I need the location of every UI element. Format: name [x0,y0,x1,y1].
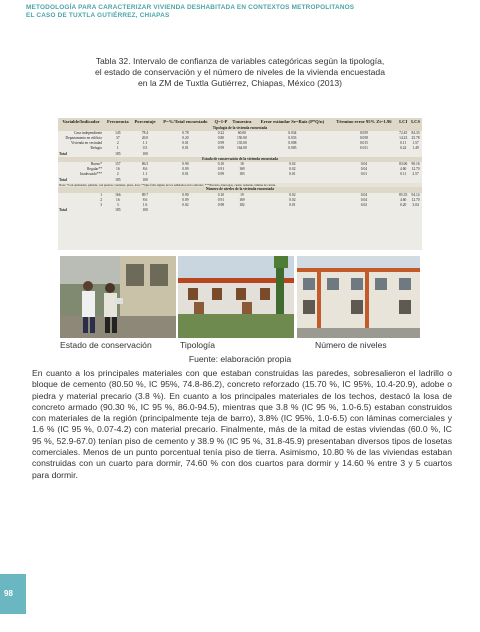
section-title: Estado de conservación de la vivienda encuestada [58,157,422,162]
table-cell: 0.015 [359,141,368,146]
caption-line: Tabla 32. Intervalo de confianza de variables categóricas según la tipología, [95,56,385,66]
table-cell: 0.09 [182,197,189,202]
table-cell: 183 [239,172,245,177]
table-cell: 150.00 [236,135,247,140]
table-cell: 0.78 [182,130,189,135]
caption-line: en la ZM de Tuxtla Gutiérrez, Chiapas, México (2013) [138,78,342,88]
running-header-subtitle: EL CASO DE TUXTLA GUTIÉRREZ, CHIAPAS [26,12,170,19]
table-cell: 3.04 [412,202,419,207]
table-cell: 185 [115,151,121,156]
table-cell: 0.033 [288,135,297,140]
table-cell: 2 [100,197,103,202]
table-cell: 60.00 [237,130,246,135]
table-note: Nota: *Con aplanados, pintada, con puertas, ventanas, pisos, losa; **Que falte alguno de los señalados en lo anterior; ***Precario, huecogas, cuarto redondo, lámina de cartón. [58,183,422,188]
col-header: P=%/Total encuestado [158,118,212,126]
total-row [58,208,422,213]
running-header [26,4,354,20]
table-cell: 182 [239,202,245,207]
table-cell: 185 [115,177,121,182]
table-cell [331,208,398,213]
col-header: Frecuencia [104,118,132,126]
caption-line: el estado de conservación y el número de niveles de la vivienda encuestada [95,67,385,77]
col-header: Término error 95% Zt=1.96 [331,118,398,126]
section-title: Tipología de la vivienda encuestada [58,126,422,131]
table-cell: 8.6 [142,167,148,172]
table-cell: 0.02 [289,197,296,202]
photo-label-niveles: Número de niveles [315,340,387,350]
table-cell: 1.1 [142,141,148,146]
col-header: Porcentaje [132,118,159,126]
table-cell: 4.60 [400,167,407,172]
table-cell: 0.058 [359,135,368,140]
photo-label-tipologia: Tipología [180,340,216,350]
table-cell: 1 [100,192,103,197]
table-cell: 2 [116,141,119,146]
table-cell: 0.20 [182,135,189,140]
table-cell: 0.011 [359,146,368,151]
col-header: Q=1-P [212,118,229,126]
table-cell: 0.034 [288,130,297,135]
table-cell: 169 [239,197,245,202]
table-cell: 0.11 [400,141,407,146]
table-cell [397,208,409,213]
table-cell: 100 [142,177,148,182]
col-header: Variable/Indicador [58,118,104,126]
table-cell: 3 [116,202,119,207]
table-cell: 94.14 [411,192,420,197]
col-header: LCI [399,119,408,124]
photo-estado-conservacion [60,256,176,338]
table-header-row [58,118,422,126]
table-cell: 1 [116,146,119,151]
table-cell: 0.01 [289,202,296,207]
table-cell: Total [59,151,67,156]
table-cell: Casa independiente [74,130,103,135]
table-cell: 20.0 [141,135,149,140]
ci-table [58,118,422,213]
page-number: 98 [4,589,13,598]
table-cell: 90.16 [411,161,420,166]
table-cell: 83.06 [399,161,408,166]
table-cell: 16 [116,167,120,172]
photo-two-story-houses [297,256,420,338]
table-cell: 169 [239,167,245,172]
table-cell: 0.01 [182,172,189,177]
table-cell: 19 [240,192,244,197]
table-cell: 12.70 [411,197,420,202]
table-cell: 84.33 [411,130,420,135]
table-cell: 0.91 [217,167,225,172]
table-cell: 166 [115,192,121,197]
table-cell: Vivienda en vecindad [70,141,103,146]
table-cell: Total [59,177,67,182]
col-header: Tmuestra [230,118,255,126]
table-cell: 0.99 [217,141,225,146]
photo-row-houses [178,256,294,338]
table-cell: 14.23 [399,135,408,140]
table-cell: 0.90 [182,192,189,197]
table-cell: 0.99 [217,172,225,177]
table-cell: Regular** [87,167,103,172]
table-cell: 0.005 [288,146,297,151]
table-cell: 0.09 [182,167,189,172]
table-cell [230,208,255,213]
table-cell: 164.00 [236,146,247,151]
table-cell: 78.4 [141,130,149,135]
table-cell [254,208,330,213]
table-cell: 0.22 [217,130,225,135]
table-cell: 0.80 [217,135,225,140]
table-cell: 1.1 [142,172,148,177]
table-cell [212,208,229,213]
table-caption [60,56,420,89]
table-cell: 185 [115,208,121,213]
table-cell: 2.57 [412,172,419,177]
table-cell [409,208,422,213]
table-cell: 0.008 [288,141,297,146]
table-cell: 0.059 [359,130,368,135]
table-cell: 18 [240,161,244,166]
photo-numero-niveles [297,256,420,338]
table-cell: 25.78 [411,135,420,140]
table-cell: 8.6 [142,197,148,202]
table-cell: 86.5 [141,161,149,166]
table-cell: 0.04 [360,161,368,166]
table-cell: 0.5 [142,146,148,151]
table-cell: 37 [116,135,120,140]
body-paragraph: En cuanto a los principales materiales con que estaban construidas las paredes, sobresalieron el ladrillo o bloque de cemento (80.50 %, IC 95%, 74.8-86.2), concreto reforzado (15.70 %, IC 95%, 10.4-20.9), adobe o piedra y material precario (3.8 %). En cuanto a los principales materiales de los techos, destacó la losa de concreto armado (90.30 %, IC 95 %, 86.0-94.5), mientras que 3.8 % (IC 95 %, 1.0-6.5) estaban construidos con materiales de la región (principalmente teja de barro), 3.8% (IC 95%, 1.0-6.5) con láminas comerciales y 1.6 % (IC 95 %, 0.07-4.2) con material precario. Finalmente, más de la mitad de estas viviendas (60.0 %, IC 95 %, 52.9-67.0) tenían piso de cemento y 38.9 % (IC 95 %, 31.8-45.9) presentaban diversos tipos de losetas comerciales. Menos de un punto porcentual tenía piso de tierra. Asimismo, 10.80 % de las viviendas estaban construidas con un cuarto para dormir, 74.60 % con dos cuartos para dormir y 14.60 % entre 3 y 5 cuartos para dormir. [32,368,452,480]
table-cell: Bueno* [90,161,103,166]
page-number-tab [0,574,26,614]
table-cell: 3 [100,202,103,207]
table-cell: 16 [116,197,120,202]
table-cell: 0.22 [400,146,407,151]
table-cell: 145 [115,130,121,135]
table-cell: 0.01 [360,172,368,177]
table-cell: 0.02 [289,167,296,172]
table-cell: 0.02 [182,202,189,207]
table-cell: 100 [142,151,148,156]
table-cell: 0.01 [182,146,189,151]
col-header: Error estándar Se=Raíz (P*Q/n) [254,118,330,126]
table-cell: 0.01 [182,141,189,146]
table-cell: Departamento en edificio [65,135,103,140]
table-cell [158,208,212,213]
table-cell: 0.02 [289,161,296,166]
table-cell: 1.6 [142,202,148,207]
table-cell: 72.45 [399,130,408,135]
table-cell: Inadecuado*** [80,172,103,177]
table-cell: 89.7 [141,192,149,197]
table-cell: 0.99 [217,146,225,151]
table-cell: 12.70 [411,167,420,172]
table-cell: 0.91 [217,197,225,202]
source-note: Fuente: elaboración propia [188,354,292,364]
table-cell: 0.02 [289,192,296,197]
table-cell: 85.35 [399,192,408,197]
table-cell: 0.04 [360,167,368,172]
photo-people-street [60,256,176,338]
table-cell: 0.04 [360,197,368,202]
table-cell: 0.11 [400,172,407,177]
table-cell: 0.10 [217,192,225,197]
photo-label-estado: Estado de conservación [60,340,152,350]
table-cell: Total [59,208,67,213]
table-cell: 0.02 [360,202,368,207]
table-cell: 4.60 [400,197,407,202]
section-title: Número de niveles de la vivienda encuestada [58,187,422,192]
col-header: LCS [411,119,421,124]
table-cell: 0.10 [217,161,225,166]
statistics-table [58,118,422,250]
table-cell: 0.01 [289,172,296,177]
table-cell: 0.04 [360,192,368,197]
photo-tipologia [178,256,294,338]
table-cell: 1.57 [412,141,419,146]
table-cell: 0.98 [217,202,225,207]
table-cell: 2 [116,172,119,177]
table-cell: Refugio [90,146,103,151]
table-cell: 100 [142,208,148,213]
table-cell: 0.90 [182,161,189,166]
table-cell: 1.49 [412,146,419,151]
running-header-title: METODOLOGÍA PARA CARACTERIZAR VIVIENDA DESHABITADA EN CONTEXTOS METROPOLITANOS [26,4,355,11]
table-cell: 157 [115,161,121,166]
table-cell: 0.20 [400,202,407,207]
table-cell: 135.00 [236,141,247,146]
